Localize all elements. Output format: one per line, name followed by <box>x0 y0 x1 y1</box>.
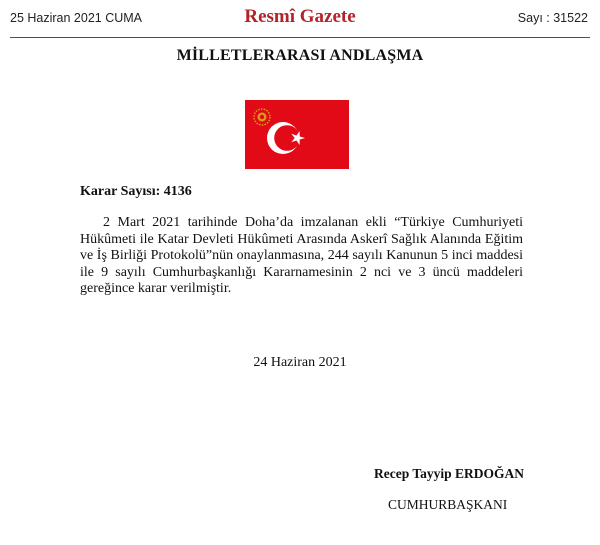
decision-number: Karar Sayısı: 4136 <box>80 184 192 199</box>
turkish-flag-icon <box>245 100 349 169</box>
gazette-header <box>0 0 600 38</box>
decision-body-text: 2 Mart 2021 tarihinde Doha’da imzalanan ekli “Türkiye Cumhuriyeti Hükûmeti ile Katar Devleti Hükûmeti Arasında Askerî Sağlık Alanında Eğitim ve İş Birliği Protokolü”nün onaylanmasına, 244 sayılı Kanunun 5 inci maddesi ile 9 sayılı Cumhurbaşkanlığı Kararnamesinin 2 nci ve 3 üncü maddeleri gereğince karar verilmiştir. <box>80 215 523 296</box>
signature-date: 24 Haziran 2021 <box>253 355 347 370</box>
signer-title: CUMHURBAŞKANI <box>388 497 508 512</box>
decision-body <box>80 215 523 298</box>
header-divider <box>10 37 590 38</box>
signer-given-name: Recep Tayyip <box>374 466 456 481</box>
signer-family-name: ERDOĞAN <box>455 466 525 481</box>
header-date: 25 Haziran 2021 CUMA <box>10 11 143 25</box>
gazette-title: Resmî Gazete <box>244 6 356 27</box>
signer-name <box>374 466 524 482</box>
issue-number: Sayı : 31522 <box>517 11 588 25</box>
section-title: MİLLETLERARASI ANDLAŞMA <box>176 47 424 64</box>
